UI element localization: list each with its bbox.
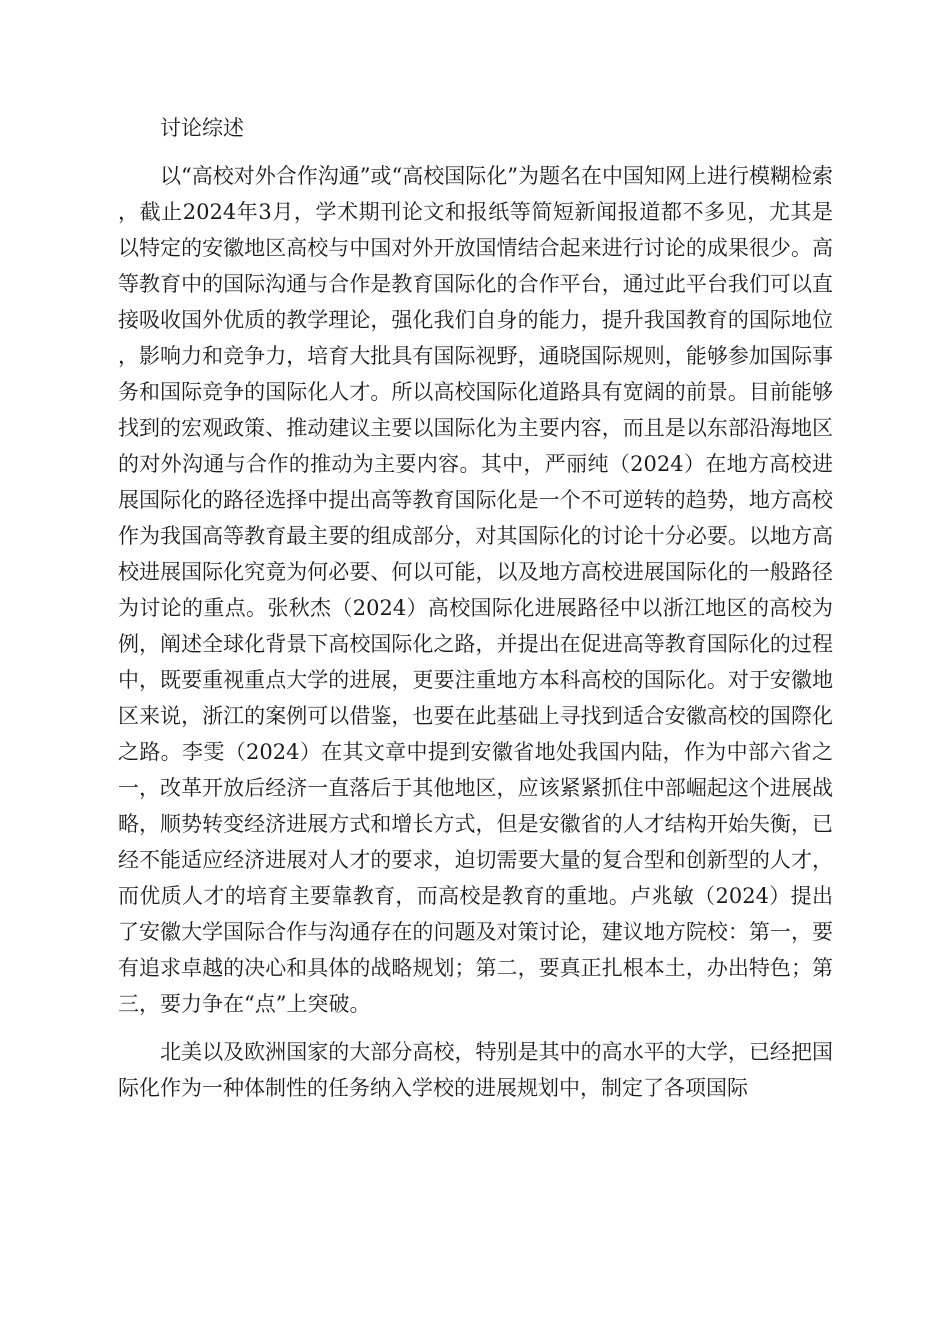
paragraph-north-america-europe: 北美以及欧洲国家的大部分高校，特别是其中的高水平的大学，已经把国际化作为一种体制性的任务纳入学校的进展规划中，制定了各项国际 [118,1040,833,1100]
section-heading: 讨论综述 [160,116,244,140]
paragraph-literature-review: 以“高校对外合作沟通”或“高校国际化”为题名在中国知网上进行模糊检索，截止2024年3月，学术期刊论文和报纸等简短新闻报道都不多见，尤其是以特定的安徽地区高校与中国对外开放国情结合起来进行讨论的成果很少。高等教育中的国际沟通与合作是教育国际化的合作平台，通过此平台我们可以直接吸收国外优质的教学理论，强化我们自身的能力，提升我国教育的国际地位，影响力和竞争力，培育大批具有国际视野，通晓国际规则，能够参加国际事务和国际竞争的国际化人才。所以高校国际化道路具有宽阔的前景。目前能够找到的宏观政策、推动建议主要以国际化为主要内容，而且是以东部沿海地区的对外沟通与合作的推动为主要内容。其中，严丽纯（2024）在地方高校进展国际化的路径选择中提出高等教育国际化是一个不可逆转的趋势，地方高校作为我国高等教育最主要的组成部分，对其国际化的讨论十分必要。以地方高校进展国际化究竟为何必要、何以可能，以及地方高校进展国际化的一般路径为讨论的重点。张秋杰（2024）高校国际化进展路径中以浙江地区的高校为例，阐述全球化背景下高校国际化之路，并提出在促进高等教育国际化的过程中，既要重视重点大学的进展，更要注重地方本科高校的国际化。对于安徽地区来说，浙江的案例可以借鉴，也要在此基础上寻找到适合安徽高校的国際化之路。李雯（2024）在其文章中提到安徽省地处我国内陆，作为中部六省之一，改革开放后经济一直落后于其他地区，应该紧紧抓住中部崛起这个进展战略，顺势转变经济进展方式和增长方式，但是安徽省的人才结构开始失衡，已经不能适应经济进展对人才的要求，迫切需要大量的复合型和创新型的人才，而优质人才的培育主要靠教育，而高校是教育的重地。卢兆敏（2024）提出了安徽大学国际合作与沟通存在的问题及对策讨论，建议地方院校：第一，要有追求卓越的决心和具体的战略规划；第二，要真正扎根本土，办出特色；第三，要力争在“点”上突破。 [118,164,833,1016]
document-body [118,110,833,1106]
